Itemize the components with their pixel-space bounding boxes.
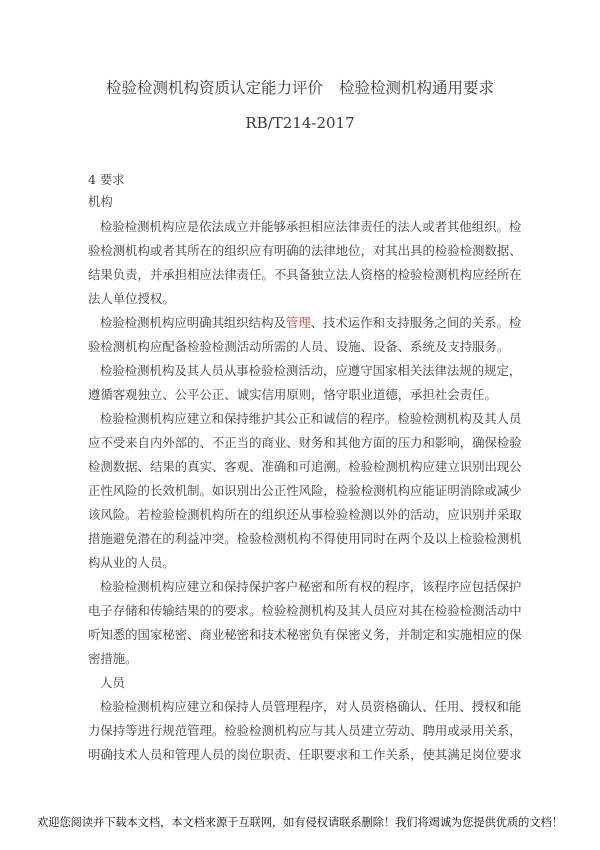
standard-code: RB/T214-2017	[245, 114, 355, 132]
paragraph-line	[100, 315, 521, 331]
paragraph-line: 检验检测机构应建立和保持人员管理程序，对人员资格确认、任用、授权和能	[100, 699, 522, 714]
paragraph-line: 该风险。若检验检测机构所在的组织还从事检验检测以外的活动，应识别并采取	[88, 507, 522, 522]
paragraph-line: 检验检测机构应建立和保持维护其公正和诚信的程序。检验检测机构及其人员	[100, 411, 522, 426]
paragraph-line: 电子存储和传输结果的的要求。检验检测机构及其人员应对其在检验检测活动中	[88, 603, 522, 618]
paragraph-line: 正性风险的长效机制。如识别出公正性风险，检验检测机构应能证明消除或减少	[88, 483, 522, 498]
paragraph-line: 检验检测机构应是依法成立并能够承担相应法律责任的法人或者其他组织。检	[100, 219, 522, 234]
paragraph-line: 力保持等进行规范管理。检验检测机构应与其人员建立劳动、聘用或录用关系，	[88, 723, 522, 738]
paragraph-line: 应不受来自内外部的、不正当的商业、财务和其他方面的压力和影响，确保检验	[88, 435, 522, 450]
download-notice-footer: 欢迎您阅读并下载本文档，本文档来源于互联网，如有侵权请联系删除！我们将竭诚为您提供优质的文档！	[37, 816, 563, 829]
subsection-heading-personnel: 人员	[100, 675, 125, 690]
paragraph-line: 检测数据、结果的真实、客观、准确和可追溯。检验检测机构应建立识别出现公	[88, 459, 522, 474]
document-title	[0, 76, 600, 98]
paragraph-line: 明确技术人员和管理人员的岗位职责、任职要求和工作关系，使其满足岗位要求	[88, 747, 522, 762]
highlighted-term: 管理	[285, 315, 311, 330]
subsection-heading-organization: 机构	[88, 194, 113, 209]
text-run: 检验检测机构应明确其组织结构及	[100, 315, 286, 330]
paragraph-line: 验检测机构或者其所在的组织应有明确的法律地位，对其出具的检验检测数据、	[88, 243, 522, 258]
paragraph-line: 措施避免潜在的利益冲突。检验检测机构不得使用同时在两个及以上检验检测机	[88, 531, 522, 546]
paragraph-line: 法人单位授权。	[88, 291, 175, 306]
paragraph-line: 密措施。	[88, 651, 138, 666]
paragraph-line: 听知悉的国家秘密、商业秘密和技术秘密负有保密义务，并制定和实施相应的保	[88, 627, 522, 642]
paragraph-line: 结果负责，并承担相应法律责任。不具备独立法人资格的检验检测机构应经所在	[88, 267, 522, 282]
paragraph-line: 检验检测机构及其人员从事检验检测活动，应遵守国家相关法律法规的规定，	[100, 363, 522, 378]
title-sub: 检验检测机构通用要求	[339, 79, 495, 97]
paragraph-line: 遵循客观独立、公平公正、诚实信用原则，恪守职业道德，承担社会责任。	[88, 387, 497, 402]
paragraph-line: 构从业的人员。	[88, 555, 175, 570]
paragraph-line: 检验检测机构应建立和保持保护客户秘密和所有权的程序，该程序应包括保护	[100, 579, 522, 594]
paragraph-line: 验检测机构应配备检验检测活动所需的人员、设施、设备、系统及支持服务。	[88, 339, 510, 354]
text-run: 、技术运作和支持服务之间的关系。检	[310, 315, 522, 330]
title-main: 检验检测机构资质认定能力评价	[105, 79, 323, 97]
section-heading: 4 要求	[88, 172, 125, 187]
